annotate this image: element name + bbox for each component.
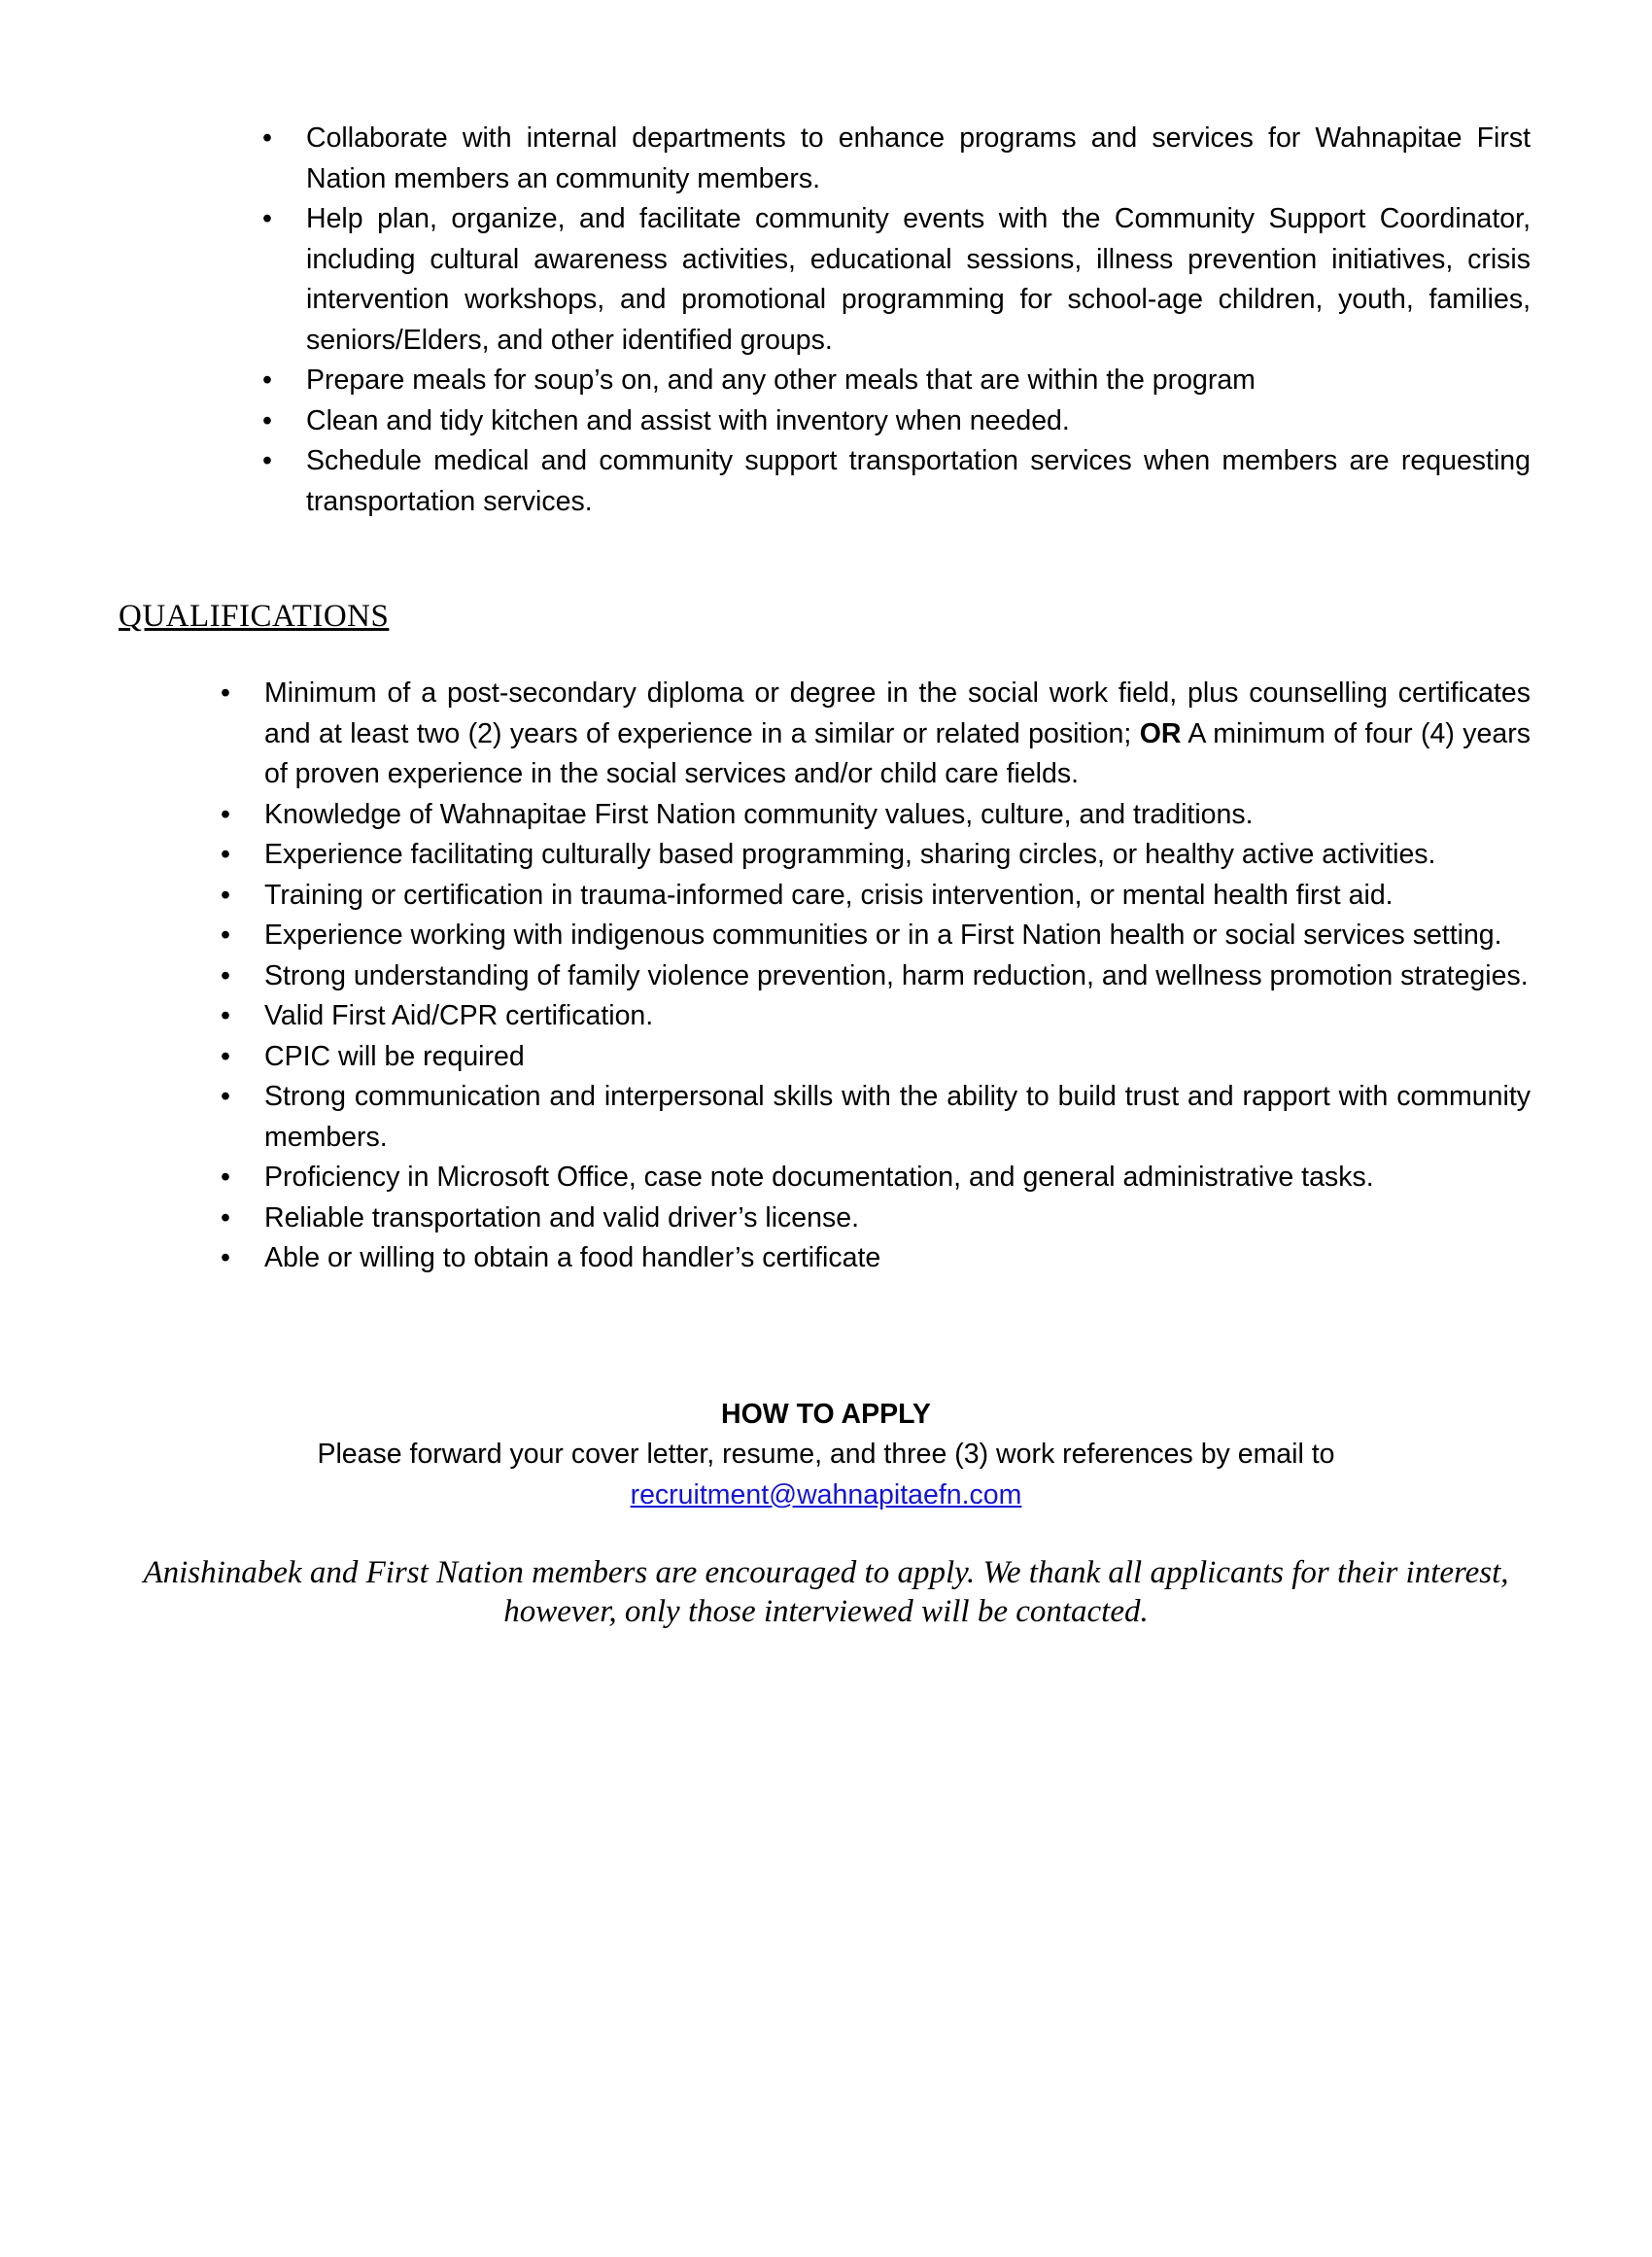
- list-item: • Prepare meals for soup’s on, and any other meals that are within the program: [306, 361, 1531, 401]
- list-item: • Help plan, organize, and facilitate community events with the Community Support Coordinator, including cultural awareness activities, educational sessions, illness prevention initiatives, crisis intervention workshops, and promotional programming for school-age children, youth, families, seniors/Elders, and other identified groups.: [306, 199, 1531, 361]
- list-item: • Valid First Aid/CPR certification.: [264, 996, 1531, 1037]
- recruitment-email-link[interactable]: recruitment@wahnapitaefn.com: [630, 1478, 1022, 1510]
- how-to-apply-section: [0, 1395, 1652, 1516]
- list-item: • Knowledge of Wahnapitae First Nation community values, culture, and traditions.: [264, 795, 1531, 836]
- list-item: • Schedule medical and community support transportation services when members are requesting transportation services.: [306, 441, 1531, 522]
- apply-instructions: Please forward your cover letter, resume, and three (3) work references by email to: [317, 1439, 1335, 1470]
- list-item: • Proficiency in Microsoft Office, case note documentation, and general administrative tasks.: [264, 1158, 1531, 1198]
- list-item: • Reliable transportation and valid driver’s license.: [264, 1198, 1531, 1239]
- list-item: • Strong understanding of family violence prevention, harm reduction, and wellness promotion strategies.: [264, 956, 1531, 997]
- list-item: • Collaborate with internal departments to enhance programs and services for Wahnapitae First Nation members an community members.: [306, 119, 1531, 199]
- list-item: • Strong communication and interpersonal skills with the ability to build trust and rapport with community members.: [264, 1077, 1531, 1158]
- how-to-apply-heading: HOW TO APPLY: [721, 1398, 931, 1430]
- list-item: • Experience facilitating culturally based programming, sharing circles, or healthy active activities.: [264, 835, 1531, 876]
- apply-email-line: [0, 1476, 1652, 1516]
- list-item: • Clean and tidy kitchen and assist with inventory when needed.: [306, 401, 1531, 442]
- qualifications-list: [0, 674, 1531, 1279]
- footer-note: [0, 1553, 1652, 1631]
- list-item: • Experience working with indigenous communities or in a First Nation health or social services setting.: [264, 916, 1531, 956]
- list-item: • Minimum of a post-secondary diploma or degree in the social work field, plus counselling certificates and at least two (2) years of experience in a similar or related position; OR A minimum of four (4) years of proven experience in the social services and/or child care fields.: [264, 674, 1531, 795]
- document-page: [0, 119, 1652, 1631]
- list-item: • Able or willing to obtain a food handler’s certificate: [264, 1238, 1531, 1279]
- list-item: • CPIC will be required: [264, 1037, 1531, 1078]
- list-item: • Training or certification in trauma-informed care, crisis intervention, or mental health first aid.: [264, 876, 1531, 917]
- qualifications-heading: QUALIFICATIONS: [119, 599, 390, 634]
- footer-note-line2: however, only those interviewed will be contacted.: [503, 1594, 1149, 1629]
- duties-list: [0, 119, 1531, 522]
- footer-note-line1: Anishinabek and First Nation members are encouraged to apply. We thank all applicants for their interest,: [143, 1555, 1509, 1590]
